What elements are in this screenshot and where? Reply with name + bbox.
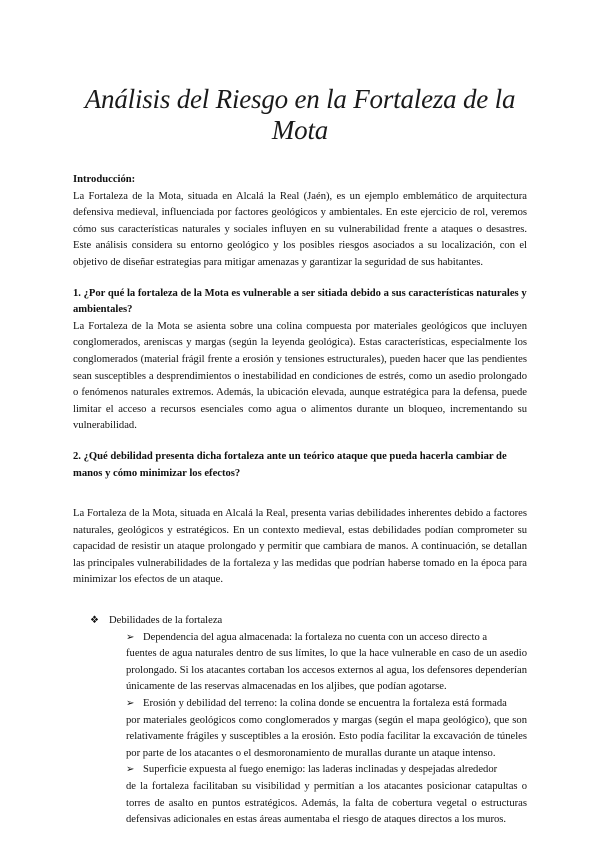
list-item-lead: Dependencia del agua almacenada: la fortaleza no cuenta con un acceso directo a [143,631,488,643]
arrow-bullet-icon: ➢ [126,698,135,710]
section2-heading: 2. ¿Qué debilidad presenta dicha fortaleza ante un teórico ataque que pueda hacerla cambiar de manos y cómo minimizar los efectos? [73,450,507,479]
weaknesses-list [73,630,527,829]
section2-paragraph: La Fortaleza de la Mota, situada en Alcalá la Real, presenta varias debilidades inherentes debido a factores naturales, geológicos y estratégicos. En un contexto medieval, estas debilidades podían comprometer su capacidad de resistir un ataque prolongado y permitir que cambiara de manos. A continuación, se detallan las principales vulnerabilidades de la fortaleza y las medidas que podrían haberse tomado en la época para minimizar los efectos de un ataque. [73,508,527,586]
list-item [73,762,527,828]
diamond-bullet-icon: ❖ [90,615,99,627]
weaknesses-label: Debilidades de la fortaleza [109,615,223,627]
list-item-text: por materiales geológicos como conglomerados y margas (según el mapa geológico), que son relativamente frágiles y susceptibles a la erosión. Esto podía facilitar la excavación de túneles por parte de los atacantes o el desmoronamiento de murallas durante un ataque intenso. [126,714,527,759]
intro-paragraph: La Fortaleza de la Mota, situada en Alcalá la Real (Jaén), es un ejemplo emblemático de arquitectura defensiva medieval, influenciada por factores geológicos y ambientales. En este ejercicio de rol, veremos cómo sus características naturales y sociales influyen en su vulnerabilidad frente a ataques o desastres. Este análisis considera su entorno geológico y los posibles riesgos asociados a su localización, con el objetivo de diseñar estrategias para mitigar amenazas y garantizar la seguridad de sus habitantes. [73,190,527,268]
list-item-lead: Superficie expuesta al fuego enemigo: las laderas inclinadas y despejadas alrededor [143,764,498,776]
section1-heading: 1. ¿Por qué la fortaleza de la Mota es vulnerable a ser sitiada debido a sus características naturales y ambientales? [73,287,527,316]
arrow-bullet-icon: ➢ [126,764,135,776]
list-item [73,696,527,762]
arrow-bullet-icon: ➢ [126,631,135,643]
list-item-text: de la fortaleza facilitaban su visibilidad y permitían a los atacantes posicionar catapultas o torres de asalto en puntos estratégicos. Además, la falta de cobertura vegetal o estructuras defensivas adicionales en estas áreas aumentaba el riesgo de ataques directos a los muros. [126,781,527,826]
list-item [73,630,527,696]
document-title: Análisis del Riesgo en la Fortaleza de la Mota [84,84,516,145]
section1-paragraph: La Fortaleza de la Mota se asienta sobre una colina compuesta por materiales geológicos que incluyen conglomerados, areniscas y margas (según la leyenda geológica). Estas características, especialmente los conglomerados (material frágil frente a erosión y tensiones estructurales), pueden hacer que las pendientes sean susceptibles a desprendimientos o inestabilidad en condiciones de estrés, como un asedio prolongado o fenómenos naturales extremos. Además, la ubicación elevada, aunque estratégica para la defensa, puede limitar el acceso a recursos esenciales como agua o alimentos durante un bloqueo, incrementando su vulnerabilidad. [73,320,527,432]
weaknesses-bullet [73,613,527,630]
list-item-lead: Erosión y debilidad del terreno: la colina donde se encuentra la fortaleza está formada [143,698,507,710]
list-item-text: fuentes de agua naturales dentro de sus límites, lo que la hace vulnerable en caso de un asedio prolongado. Si los atacantes cortaban los accesos externos al agua, los defensores dependerían únicamente de las reservas almacenadas en los aljibes, que podían agotarse. [126,648,527,693]
intro-heading: Introducción: [73,174,136,185]
